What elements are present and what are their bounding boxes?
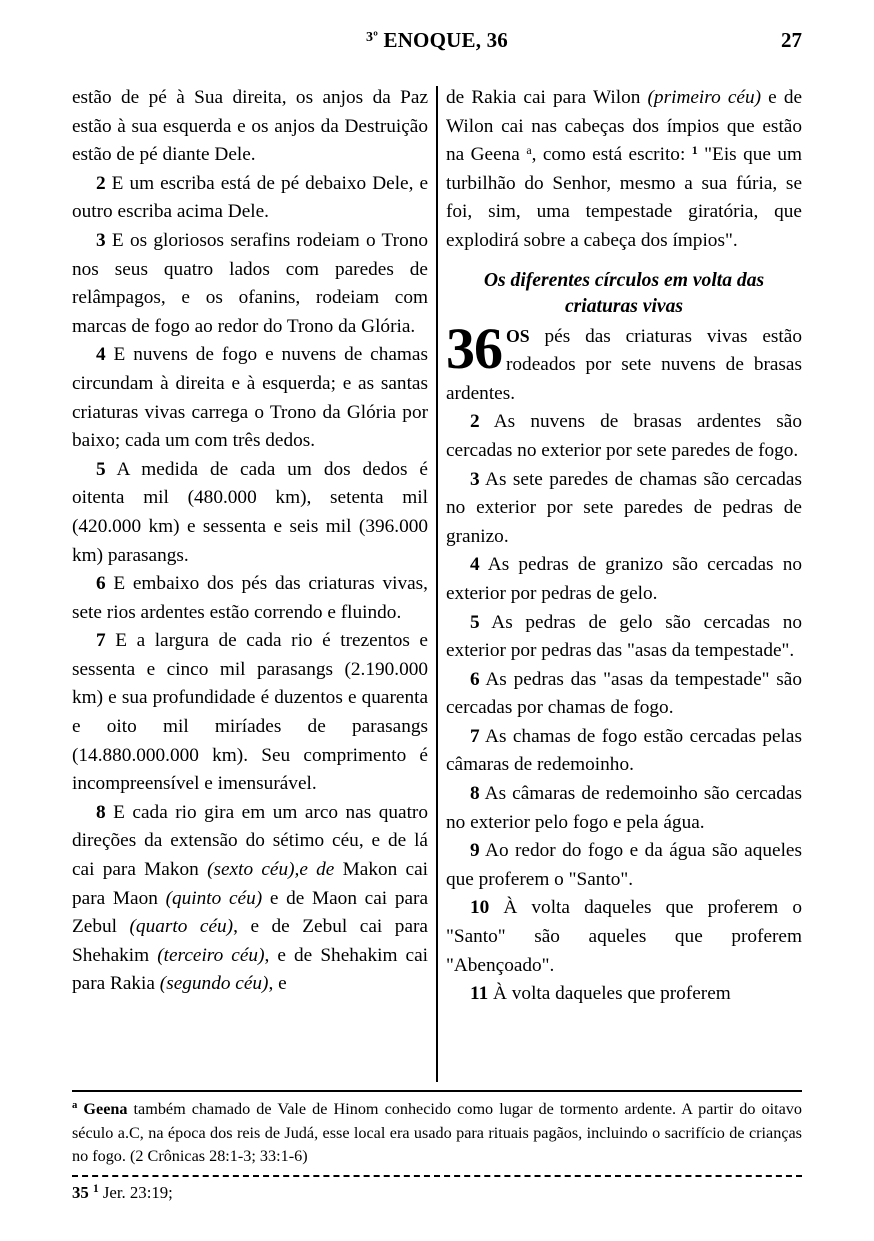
verse-2-right — [446, 408, 802, 465]
verse-text: E a largura de cada rio é trezentos e sessenta e cinco mil parasangs (2.190.000 km) e sua profundidade é duzentos e quarenta e oito mil miríades de parasangs (14.880.000.000 km). Seu comprimento é incompreensível e imensurável. — [72, 630, 428, 795]
verse-number: 3 — [470, 468, 480, 490]
chapter-opening-verse — [446, 315, 802, 409]
running-header — [72, 28, 802, 58]
verse-5-right — [446, 609, 802, 666]
verse-number: 8 — [470, 783, 480, 805]
right-column — [446, 84, 802, 1009]
verse-text: E um escriba está de pé debaixo Dele, e outro escriba acima Dele. — [72, 172, 428, 223]
opening-text: pés das criaturas vivas estão rodeados por sete nuvens de brasas ardentes. — [446, 325, 802, 404]
column-divider — [436, 86, 438, 1082]
crossref-number: 1 — [92, 1182, 99, 1195]
verse-number: 5 — [470, 611, 480, 633]
verse-number: 10 — [470, 897, 490, 919]
title-text: ENOQUE, 36 — [378, 28, 508, 52]
paragraph-continued: estão de pé à Sua direita, os anjos da Paz estão à sua esquerda e os anjos da Destruição estão de pé diante Dele. — [72, 87, 428, 166]
verse-number: 8 — [96, 801, 106, 823]
verse-6-right — [446, 666, 802, 723]
verse-9-right — [446, 837, 802, 894]
verse-8-right — [446, 780, 802, 837]
text-run: , e de Shehakim cai para Rakia — [72, 944, 428, 995]
verse-text: As sete paredes de chamas são cercadas no exterior por sete paredes de pedras de granizo. — [446, 468, 802, 547]
verse-4-right — [446, 551, 802, 608]
text-run: , e — [268, 973, 287, 995]
verse-text: As chamas de fogo estão cercadas pelas câmaras de redemoinho. — [446, 725, 802, 776]
verse-number: 7 — [96, 630, 106, 652]
chapter-heading: Os diferentes círculos em volta das criaturas vivas — [483, 269, 765, 317]
verse-number: 6 — [96, 573, 106, 595]
italic-run: (terceiro céu) — [157, 944, 265, 966]
cross-reference-line — [72, 1181, 802, 1204]
verse-text: As pedras de gelo são cercadas no exterior por pedras das "asas da tempestade". — [446, 611, 802, 662]
italic-run: (quarto céu) — [129, 916, 234, 938]
verse-number: 7 — [470, 725, 480, 747]
verse-text: E embaixo dos pés das criaturas vivas, sete rios ardentes estão correndo e fluindo. — [72, 573, 428, 623]
verse-10-right — [446, 894, 802, 980]
verse-8-continued — [446, 84, 802, 256]
body-columns — [72, 84, 802, 1084]
verse-text: Ao redor do fogo e da água são aqueles que proferem o "Santo". — [446, 840, 802, 890]
page-title — [72, 28, 802, 53]
verse-8-left — [72, 799, 428, 999]
verse-number: 11 — [470, 983, 489, 1005]
text-run: , e de Zebul cai para Shehakim — [72, 916, 428, 966]
verse-number: 5 — [96, 458, 106, 480]
verse-2-left — [72, 170, 428, 227]
verse-text: E os gloriosos serafins rodeiam o Trono nos seus quatro lados com paredes de relâmpagos, e os ofanins, rodeiam com marcas de fogo ao redor do Trono da Glória. — [72, 229, 428, 337]
verse-number: 4 — [96, 344, 106, 366]
verse-text: As pedras de granizo são cercadas no exterior por pedras de gelo. — [446, 554, 802, 604]
verse-4-left — [72, 341, 428, 455]
verse-11-right — [446, 980, 802, 1009]
verse-text-segments — [72, 802, 428, 995]
text-run: de Rakia cai para Wilon — [446, 87, 648, 108]
verse-text: À volta daqueles que proferem — [493, 983, 731, 1005]
verse-text: À volta daqueles que proferem o "Santo" são aqueles que proferem "Abençoado". — [446, 897, 802, 976]
text-run: "Eis que um turbilhão do Senhor, mesmo a sua fúria, se foi, sim, uma tempestade giratória, que explodirá sobre a cabeça dos ímpios". — [446, 144, 803, 251]
page-number: 27 — [781, 28, 802, 52]
text-run: e de Wilon cai nas cabeças dos ímpios que estão na Geena — [446, 87, 803, 166]
verse-number: 2 — [470, 411, 480, 433]
crossref-separator-rule — [72, 1175, 802, 1177]
verse-number: 4 — [470, 554, 480, 576]
title-ordinal: 3º — [366, 30, 379, 45]
verse-number: 6 — [470, 668, 480, 690]
verse-text: As nuvens de brasas ardentes são cercadas no exterior por sete paredes de fogo. — [446, 411, 802, 461]
footnote-area — [72, 1090, 802, 1204]
text-run: Makon cai para Maon — [72, 859, 428, 909]
verse-text: E nuvens de fogo e nuvens de chamas circundam à direita e à esquerda; e as santas criaturas vivas carrega o Trono da Glória por baixo; cada um com três dedos. — [72, 344, 428, 452]
superscript-footnote: a — [526, 142, 532, 157]
verse-number: 3 — [96, 229, 106, 251]
verse-6-left — [72, 570, 428, 627]
verse-3-left — [72, 227, 428, 341]
italic-run: (segundo céu) — [159, 973, 269, 995]
italic-run: (quinto céu) — [165, 887, 263, 909]
footnote-text: também chamado de Vale de Hinom conhecido como lugar de tormento ardente. A partir do oitavo século a.C, na época dos reis de Judá, esse local era usado para rituais pagãos, incluindo o sacrifício de crianças no fogo. (2 Crônicas 28:1-3; 33:1-6) — [72, 1100, 802, 1166]
text-run: , como está escrito: — [531, 144, 692, 166]
italic-run: (sexto céu),e de — [207, 859, 335, 881]
footnote-term: Geena — [83, 1100, 128, 1119]
text-run: e de Maon cai para Zebul — [72, 887, 428, 938]
verse-text: As pedras das "asas da tempestade" são cercadas por chamas de fogo. — [446, 668, 802, 719]
verse-5-left — [72, 456, 428, 570]
crossref-chapter: 35 — [72, 1182, 89, 1202]
left-column — [72, 84, 428, 999]
footnote-separator-rule — [72, 1090, 802, 1092]
italic-run: (primeiro céu) — [647, 87, 762, 108]
footnote-marker: a — [72, 1099, 78, 1112]
verse-number: 2 — [96, 172, 106, 194]
verse-text: A medida de cada um dos dedos é oitenta mil (480.000 km), setenta mil (420.000 km) e sessenta e seis mil (396.000 km) parasangs. — [72, 458, 428, 566]
text-run: E cada rio gira em um arco nas quatro direções da extensão do sétimo céu, e de lá cai para Makon — [72, 801, 428, 881]
superscript-crossref: 1 — [691, 142, 698, 157]
chapter-number-dropcap: 36 — [446, 315, 502, 381]
opening-smallcaps: OS — [506, 325, 530, 346]
crossref-text: Jer. 23:19; — [98, 1182, 173, 1202]
verse-text: As câmaras de redemoinho são cercadas no exterior pelo fogo e pela água. — [446, 783, 802, 833]
verse-3-right — [446, 466, 802, 552]
footnote-geena — [72, 1098, 802, 1169]
verse-number: 9 — [470, 840, 480, 862]
verse-7-left — [72, 627, 428, 799]
verse-7-right — [446, 723, 802, 780]
verse-text-segments — [446, 87, 802, 251]
